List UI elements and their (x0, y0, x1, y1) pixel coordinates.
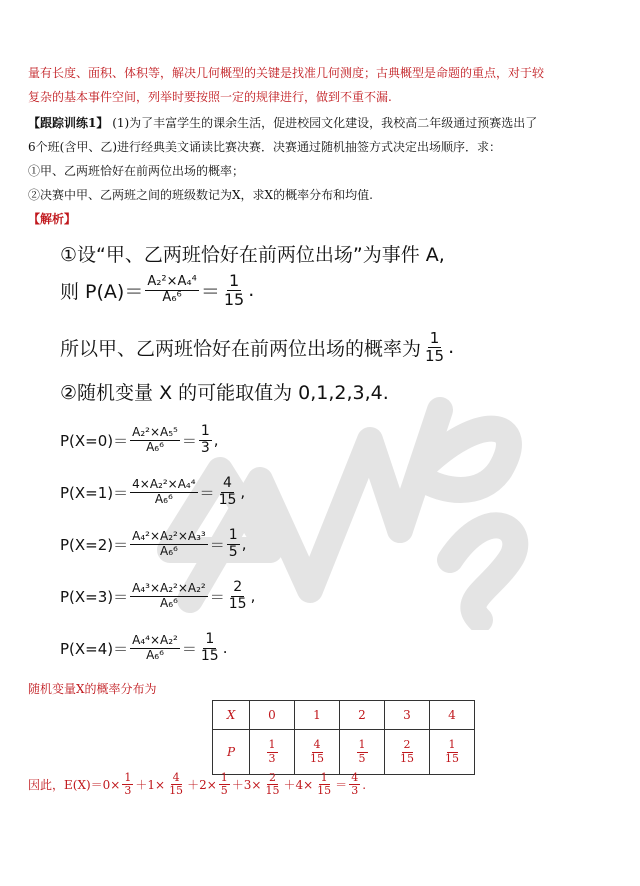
prob-fraction (130, 426, 180, 453)
p-fraction-den: 5 (358, 751, 366, 765)
p-header: P (213, 730, 250, 775)
prob-end: , (213, 431, 219, 449)
pa-end: . (248, 279, 255, 302)
prob-result-num: 4 (223, 475, 232, 492)
x-value-cell: 0 (250, 701, 295, 730)
prob-result-den: 5 (228, 543, 238, 560)
expectation-operator: ＋3× (231, 778, 262, 793)
s2-end: . (448, 336, 455, 358)
p-row (213, 730, 475, 775)
equals-sign: ＝ (181, 639, 197, 658)
distribution-table-wrap (212, 700, 475, 775)
prob-fraction-den: A₆⁶ (146, 647, 164, 662)
p-value-cell (385, 730, 430, 775)
expectation-operator: . (362, 777, 367, 792)
p-fraction (357, 739, 368, 764)
x-row (213, 701, 475, 730)
question-2: ②决赛中甲、乙两班之间的班级数记为X，求X的概率分布和均值. (28, 188, 373, 202)
solution-step-1: ①设“甲、乙两班恰好在前两位出场”为事件 A, (60, 244, 445, 266)
solution-step-2 (60, 330, 454, 364)
prob-row (60, 414, 255, 466)
p-fraction-den: 15 (310, 751, 324, 765)
prob-result-num: 1 (228, 527, 238, 544)
prob-lhs: P(X=2)＝ (60, 535, 129, 554)
prob-lhs: P(X=0)＝ (60, 431, 129, 450)
prob-fraction-den: A₆⁶ (160, 543, 178, 558)
prob-fraction (130, 582, 208, 609)
expectation-fraction-num: 2 (268, 771, 276, 784)
x-header: X (213, 701, 250, 730)
prob-result-den: 15 (228, 595, 247, 612)
prob-end: . (222, 639, 228, 657)
prob-row (60, 466, 255, 518)
p-fraction-num: 1 (268, 738, 276, 752)
equals-sign: ＝ (209, 535, 225, 554)
prob-result-den: 3 (200, 439, 210, 456)
solution-step-3: ②随机变量 X 的可能取值为 0,1,2,3,4. (60, 382, 389, 404)
p-fraction-num: 1 (448, 738, 456, 752)
expectation-fraction-den: 15 (169, 784, 184, 798)
pa-equation (60, 272, 254, 308)
expectation-prefix: 因此，E(X)＝0× (28, 778, 121, 793)
prob-row (60, 570, 255, 622)
prob-result (227, 580, 249, 612)
p-fraction (443, 739, 461, 764)
equals-sign: ＝ (181, 431, 197, 450)
p-fraction-num: 1 (358, 738, 366, 752)
prob-result-num: 1 (205, 631, 215, 648)
s2-den: 15 (425, 346, 445, 365)
exercise-line-1 (28, 114, 537, 131)
pa-fraction (145, 275, 199, 305)
p-fraction-den: 3 (268, 751, 276, 765)
p-value-cell (340, 730, 385, 775)
prob-result (227, 528, 240, 560)
expectation-fraction (263, 772, 281, 797)
prob-result-den: 15 (218, 491, 237, 508)
p-fraction (308, 739, 326, 764)
prob-fraction-num: A₂²×A₅⁵ (132, 425, 178, 440)
expectation-line (28, 772, 366, 797)
prob-result-num: 2 (233, 579, 243, 596)
expectation-fraction-den: 5 (220, 784, 228, 798)
prob-fraction-num: 4×A₂²×A₄⁴ (132, 477, 196, 492)
analysis-tag: 【解析】 (28, 212, 77, 226)
prob-result (217, 476, 239, 508)
prob-result-den: 15 (200, 647, 219, 664)
prob-fraction-num: A₄³×A₂²×A₂² (132, 581, 206, 596)
p-value-cell (430, 730, 475, 775)
x-value-cell: 4 (430, 701, 475, 730)
prob-end: , (250, 587, 256, 605)
prob-end: , (241, 535, 247, 553)
solution-step-2-text: 所以甲、乙两班恰好在前两位出场的概率为 (60, 337, 422, 360)
pa-denominator: A₆⁶ (162, 289, 182, 305)
prob-result (199, 424, 212, 456)
pa-result (222, 272, 246, 308)
equals-sign: ＝ (199, 483, 215, 502)
x-value-cell: 2 (340, 701, 385, 730)
expectation-fraction (349, 772, 360, 797)
expectation-fraction-num: 4 (351, 771, 359, 784)
prob-row (60, 622, 255, 674)
expectation-fraction-den: 15 (317, 784, 332, 798)
prob-row (60, 518, 255, 570)
expectation-fraction (219, 772, 230, 797)
prob-end: , (240, 483, 246, 501)
prob-fraction (130, 634, 180, 661)
expectation-fraction (167, 772, 185, 797)
expectation-fraction-num: 4 (172, 771, 180, 784)
pa-result-den: 15 (223, 289, 245, 309)
intro-line-1: 量有长度、面积、体积等，解决几何概型的关键是找准几何测度；古典概型是命题的重点，对于较 (28, 66, 545, 80)
prob-fraction-num: A₄⁴×A₂² (132, 633, 178, 648)
expectation-operator: ＋1× (135, 778, 166, 793)
pa-result-num: 1 (228, 271, 240, 290)
prob-fraction-den: A₆⁶ (154, 491, 173, 506)
prob-fraction-den: A₆⁶ (160, 595, 178, 610)
p-fraction-den: 15 (400, 751, 414, 765)
probability-list (60, 414, 255, 674)
exercise-text-1: (1)为了丰富学生的课余生活，促进校园文化建设，我校高二年级通过预赛选出了 (112, 116, 538, 130)
prob-fraction-num: A₄²×A₂²×A₃³ (132, 529, 206, 544)
expectation-operator: ＋4× (283, 778, 314, 793)
expectation-fraction-den: 15 (265, 784, 280, 798)
s2-num: 1 (429, 329, 440, 347)
pa-equals: ＝ (200, 280, 220, 303)
prob-fraction (130, 530, 208, 557)
expectation-fraction-den: 3 (124, 784, 132, 798)
distribution-table (212, 700, 475, 775)
p-value-cell (295, 730, 340, 775)
p-fraction-den: 15 (445, 751, 459, 765)
prob-lhs: P(X=4)＝ (60, 639, 129, 658)
distribution-caption: 随机变量X的概率分布为 (28, 682, 157, 696)
expectation-fraction-num: 1 (124, 771, 132, 784)
equals-sign: ＝ (209, 587, 225, 606)
expectation-fraction-num: 1 (320, 771, 328, 784)
p-value-cell (250, 730, 295, 775)
pa-lhs: 则 P(A)＝ (60, 280, 144, 303)
exercise-line-2: 6个班(含甲、乙)进行经典美文诵读比赛决赛．决赛通过随机抽签方式决定出场顺序．求： (28, 140, 502, 154)
pa-numerator: A₂²×A₄⁴ (147, 274, 197, 290)
p-fraction (267, 739, 278, 764)
prob-fraction (130, 478, 197, 505)
expectation-fraction (122, 772, 133, 797)
p-fraction-num: 4 (313, 738, 321, 752)
prob-result-num: 1 (200, 423, 210, 440)
question-1: ①甲、乙两班恰好在前两位出场的概率； (28, 164, 245, 178)
x-value-cell: 1 (295, 701, 340, 730)
prob-result (199, 632, 221, 664)
p-fraction-num: 2 (403, 738, 411, 752)
expectation-fraction-den: 3 (351, 784, 359, 798)
s2-fraction (423, 330, 446, 364)
expectation-fraction-num: 1 (220, 771, 228, 784)
x-value-cell: 3 (385, 701, 430, 730)
exercise-tag: 【跟踪训练1】 (28, 116, 109, 130)
prob-lhs: P(X=1)＝ (60, 483, 129, 502)
expectation-fraction (315, 772, 333, 797)
prob-lhs: P(X=3)＝ (60, 587, 129, 606)
expectation-operator: ＋2× (187, 778, 217, 793)
p-fraction (398, 739, 416, 764)
intro-line-2: 复杂的基本事件空间，列举时要按照一定的规律进行，做到不重不漏. (28, 90, 392, 104)
prob-fraction-den: A₆⁶ (146, 439, 164, 454)
expectation-operator: ＝ (335, 778, 348, 793)
